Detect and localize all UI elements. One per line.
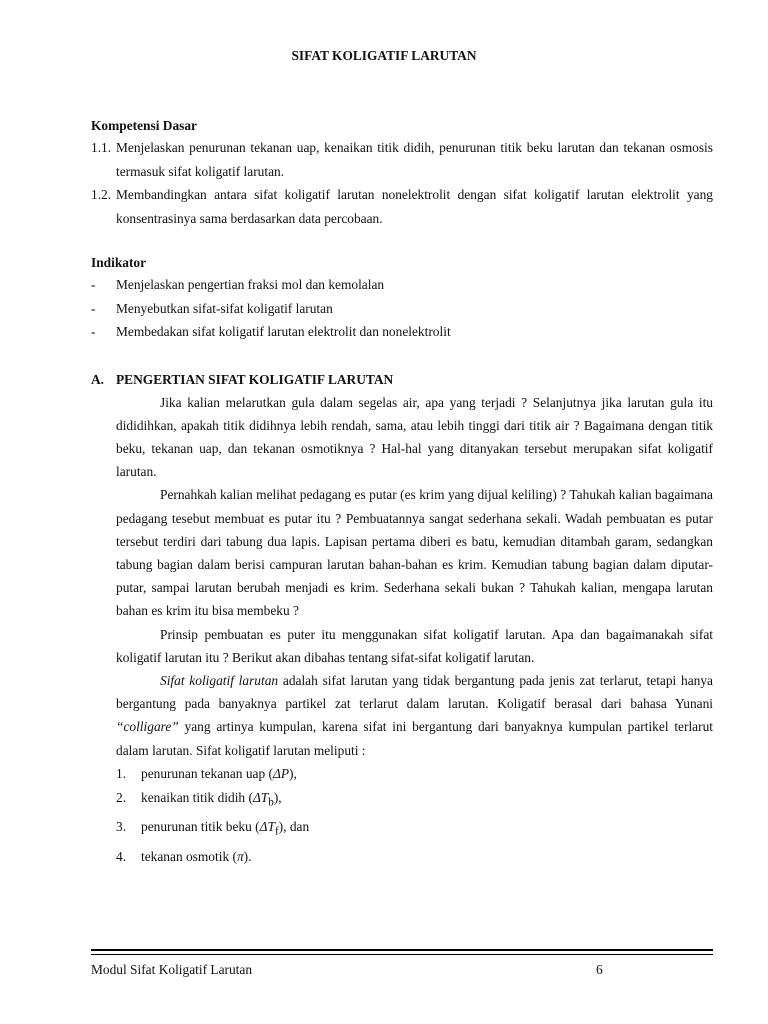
paragraph: Prinsip pembuatan es puter itu menggunakan sifat koligatif larutan. Apa dan bagaimanakah sifat koligatif larutan itu ? Berikut akan dibahas tentang sifat-sifat koligatif larutan. [116, 626, 713, 665]
section-body [116, 391, 713, 870]
footer-rule [91, 949, 713, 951]
list-item: 1. penurunan tekanan uap (ΔP), [116, 765, 297, 781]
page-title: SIFAT KOLIGATIF LARUTAN [291, 48, 477, 63]
kd-heading: Kompetensi Dasar [91, 118, 198, 133]
kd-item-text: Membandingkan antara sifat koligatif larutan nonelektrolit dengan sifat koligatif larutan elektrolit yang konsentrasinya sama berdasarkan data percobaan. [116, 187, 713, 226]
indikator-item-text: Menjelaskan pengertian fraksi mol dan kemolalan [116, 277, 385, 292]
paragraph-text: adalah sifat larutan yang tidak bergantung pada jenis zat terlarut, tetapi hanya bergantung pada banyaknya partikel zat terlarut dalam larutan. Koligatif berasal dari bahasa Yunani [116, 672, 713, 712]
bullet: - [91, 277, 96, 292]
term-italic: “colligare” [116, 719, 179, 735]
indikator-heading: Indikator [91, 255, 147, 270]
indikator-item [91, 297, 713, 321]
bullet: - [91, 324, 96, 339]
bullet: - [91, 300, 96, 316]
list-item: 2. kenaikan titik didih $(\Delta T_b)$, [116, 790, 282, 809]
indikator-item [91, 320, 713, 344]
content [91, 116, 713, 869]
section-heading [91, 368, 713, 391]
list-item: 4. tekanan osmotik (π). [116, 848, 252, 864]
indikator-item-text: Menyebutkan sifat-sifat koligatif larutan [116, 300, 333, 316]
footer-title: Modul Sifat Koligatif Larutan [91, 962, 253, 977]
term-italic: Sifat koligatif larutan [160, 672, 279, 688]
indikator-item [91, 273, 713, 297]
paragraph-definition [116, 669, 713, 762]
list-item: 3. penurunan titik beku $(\Delta T_f)$, dan [116, 819, 310, 839]
kd-item-number: 1.1. [91, 140, 112, 155]
paragraph: Pernahkah kalian melihat pedagang es putar (es krim yang dijual keliling) ? Tahukah kalian bagaimana pedagang tesebut membuat es putar itu ? Pembuatannya sangat sederhana sekali. Wadah pembuatan es putar tersebut terdiri dari tabung dua lapis. Lapisan pertama diberi es batu, kemudian ditambah garam, sedangkan tabung bagian dalam berisi campuran larutan bahan-bahan es krim. Kemudian tabung bagian dalam diputar-putar, sampai larutan berubah menjadi es krim. Sederhana sekali bukan ? Tahukah kalian, mengapa larutan bahan es krim itu bisa membeku ? [116, 487, 713, 619]
kd-item-number: 1.2. [91, 187, 112, 202]
section-letter: A. [91, 371, 105, 387]
page-number: 6 [596, 962, 603, 977]
section-title: PENGERTIAN SIFAT KOLIGATIF LARUTAN [116, 371, 394, 387]
kd-item-text: Menjelaskan penurunan tekanan uap, kenaikan titik didih, penurunan titik beku larutan dan tekanan osmosis termasuk sifat koligatif larutan. [116, 140, 713, 179]
paragraph-text: yang artinya kumpulan, karena sifat ini bergantung dari banyaknya kumpulan partikel terlarut dalam larutan. Sifat koligatif larutan meliputi : [116, 719, 713, 758]
footer-rule [91, 954, 713, 955]
property-list [116, 762, 713, 869]
kd-item [91, 136, 713, 183]
paragraph: Jika kalian melarutkan gula dalam segelas air, apa yang terjadi ? Selanjutnya jika larutan gula itu dididihkan, apakah titik didihnya lebih rendah, sama, atau lebih tinggi dari titik air ? Bagaimana dengan titik beku, tekanan uap, dan tekanan osmotiknya ? Hal-hal yang ditanyakan tersebut merupakan sifat koligatif larutan. [116, 394, 713, 480]
indikator-item-text: Membedakan sifat koligatif larutan elektrolit dan nonelektrolit [116, 324, 451, 339]
kd-item [91, 183, 713, 230]
